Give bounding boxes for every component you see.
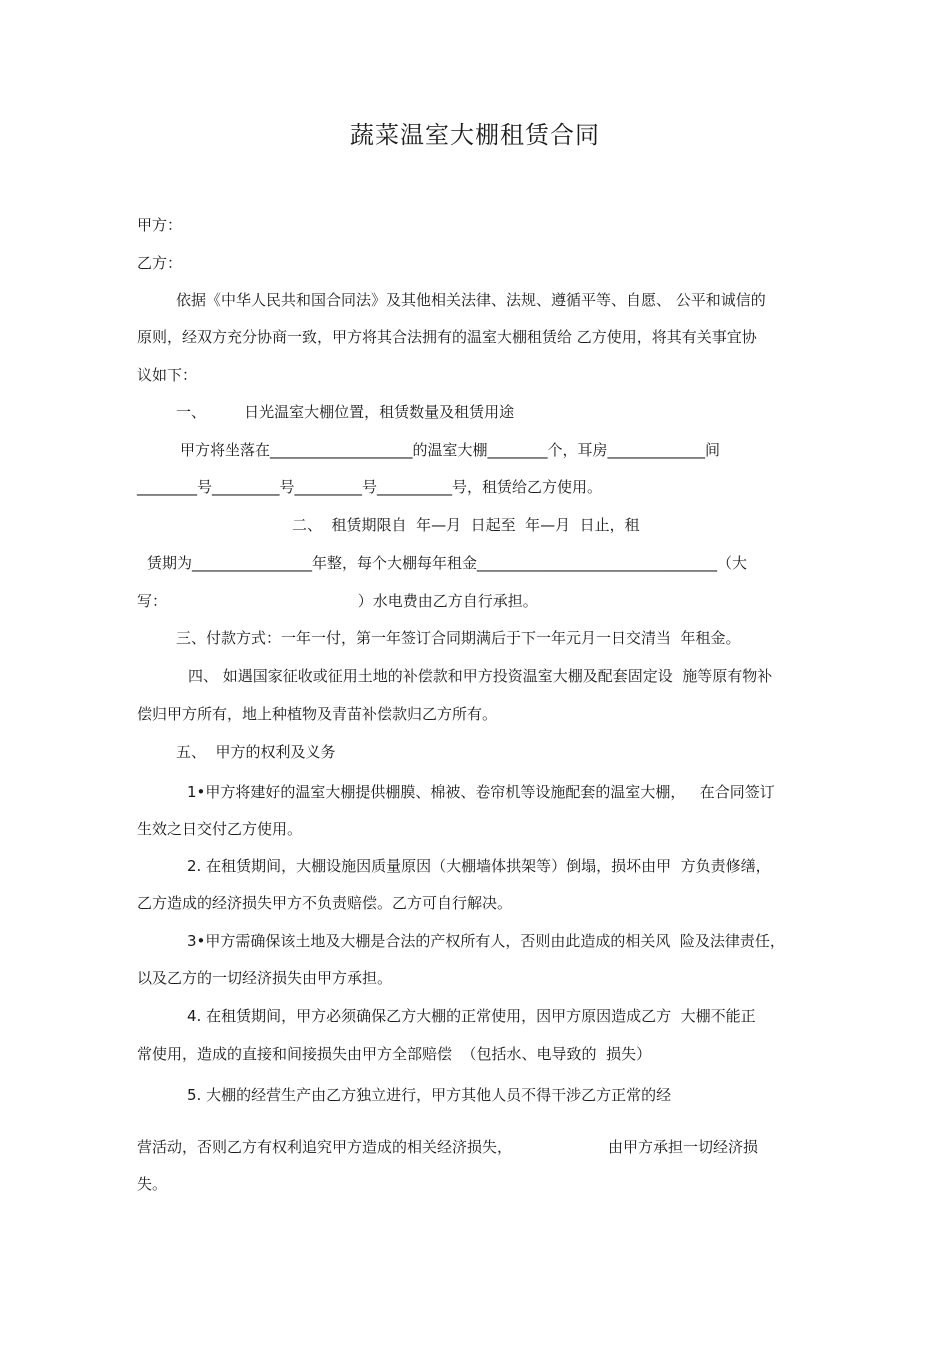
clause-1-line-2: 生效之日交付乙方使用。	[137, 820, 303, 838]
section-4-line-1: 四、 如遇国家征收或征用土地的补偿款和甲方投资温室大棚及配套固定设 施等原有物补	[188, 667, 773, 685]
clause-5-line-2a: 营活动，否则乙方有权利追究甲方造成的相关经济损失，	[137, 1138, 513, 1156]
section-2-line-1: 二、 租赁期限自 年—月 日起至 年—月 日止，租	[292, 516, 640, 534]
intro-line-2: 原则，经双方充分协商一致，甲方将其合法拥有的温室大棚租赁给 乙方使用，将其有关事宜协	[137, 328, 757, 346]
clause-4-line-1: 4. 在租赁期间，甲方必须确保乙方大棚的正常使用，因甲方原因造成乙方 大棚不能正	[187, 1007, 756, 1025]
section-1-heading: 一、 日光温室大棚位置，租赁数量及租赁用途	[176, 403, 515, 421]
clause-4-line-2: 常使用，造成的直接和间接损失由甲方全部赔偿 （包括水、电导致的 损失）	[137, 1045, 652, 1063]
section-2-line-2: 赁期为________________年整，每个大棚每年租金________________________________（大	[147, 554, 748, 572]
clause-2-line-1: 2. 在租赁期间，大棚设施因质量原因（大棚墙体拱架等）倒塌，损坏由甲 方负责修缮，	[187, 857, 771, 875]
clause-5-line-2b: 由甲方承担一切经济损	[608, 1138, 759, 1156]
clause-5-line-3: 失。	[137, 1175, 168, 1193]
section-2-line-3: 写： ）水电费由乙方自行承担。	[137, 592, 538, 610]
intro-line-1: 依据《中华人民共和国合同法》及其他相关法律、法规、遵循平等、自愿、 公平和诚信的	[176, 291, 766, 309]
clause-3-line-2: 以及乙方的一切经济损失由甲方承担。	[137, 969, 393, 987]
party-b-label: 乙方：	[137, 254, 183, 272]
section-1-line-1: 甲方将坐落在___________________的温室大棚________个，耳房_____________间	[180, 441, 721, 459]
section-3-line-1: 三、付款方式：一年一付，第一年签订合同期满后于下一年元月一日交清当 年租金。	[176, 629, 741, 647]
section-4-line-2: 偿归甲方所有，地上种植物及青苗补偿款归乙方所有。	[137, 705, 498, 723]
clause-5-line-1: 5. 大棚的经营生产由乙方独立进行，甲方其他人员不得干涉乙方正常的经	[187, 1086, 672, 1104]
section-1-line-2: ________号_________号_________号__________号，租赁给乙方使用。	[137, 478, 603, 496]
clause-1-line-1: 1•甲方将建好的温室大棚提供棚膜、棉被、卷帘机等设施配套的温室大棚， 在合同签订	[187, 783, 775, 801]
document-title: 蔬菜温室大棚租赁合同	[350, 121, 600, 149]
intro-line-3: 议如下：	[137, 366, 198, 384]
clause-3-line-1: 3•甲方需确保该土地及大棚是合法的产权所有人，否则由此造成的相关风 险及法律责任，	[187, 932, 785, 950]
party-a-label: 甲方：	[137, 216, 183, 234]
clause-2-line-2: 乙方造成的经济损失甲方不负责赔偿。乙方可自行解决。	[137, 894, 513, 912]
section-5-heading: 五、 甲方的权利及义务	[176, 743, 336, 761]
